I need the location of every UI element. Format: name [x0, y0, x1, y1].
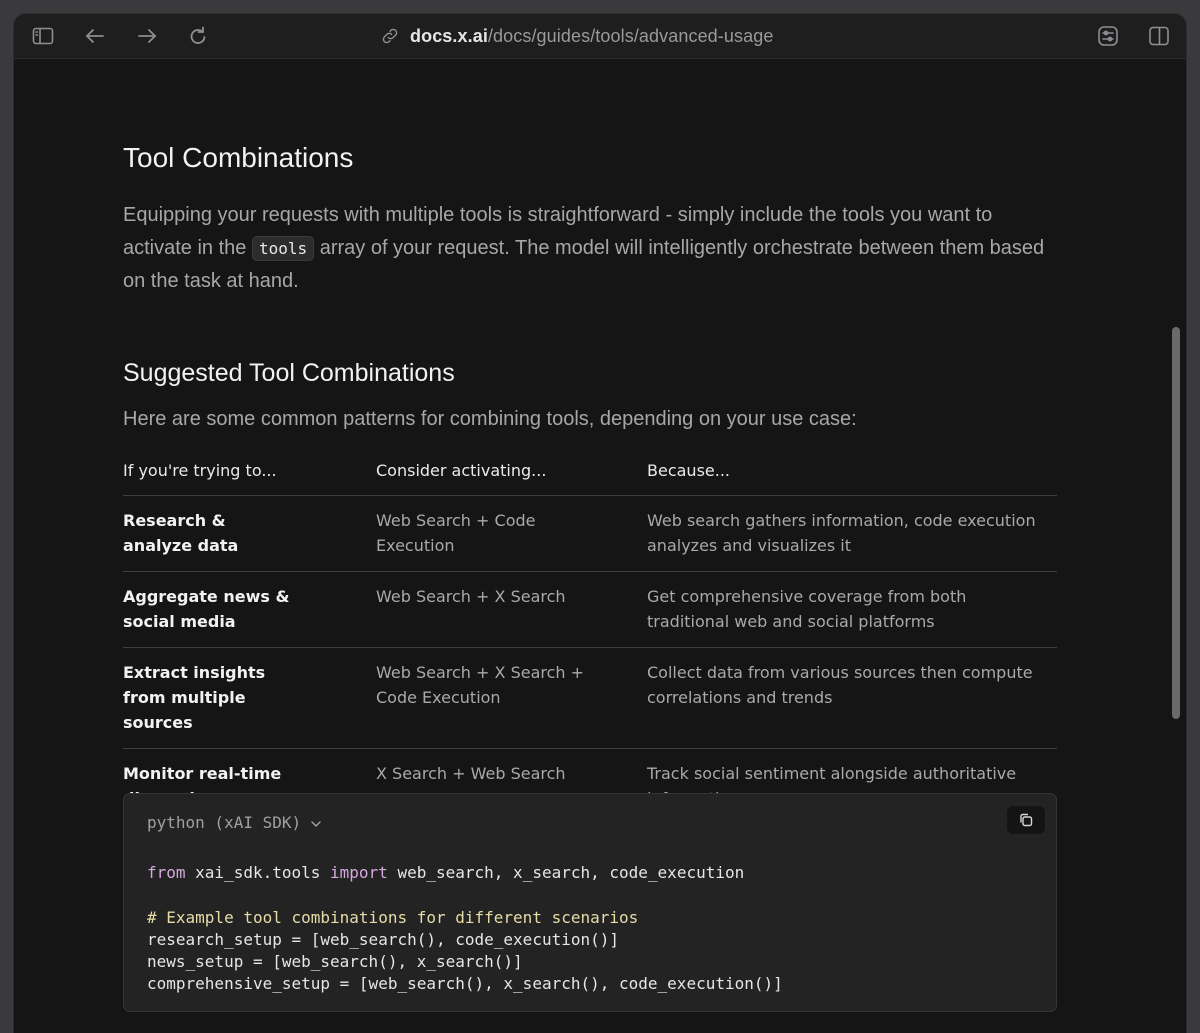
intro-text-end: array of your request. The model will intelligently orchestrate between them based on the task at hand.: [123, 237, 1045, 292]
code-content: [147, 862, 783, 996]
table-header-row: [123, 459, 1057, 496]
sidebar-icon[interactable]: [31, 24, 55, 48]
reason-text: Track social sentiment alongside authoritative: [647, 764, 1017, 783]
split-view-icon[interactable]: [1147, 24, 1171, 48]
copy-button[interactable]: [1007, 806, 1045, 834]
code-line: research_setup = [web_search(), code_execution()]: [147, 929, 620, 949]
copy-icon: [1018, 812, 1034, 828]
address-bar[interactable]: [380, 24, 773, 48]
extensions-icon[interactable]: [1096, 24, 1120, 48]
url-path: /docs/guides/tools/advanced-usage: [487, 25, 774, 46]
header-goal: If you're trying to...: [123, 459, 376, 496]
table-row: [123, 496, 1057, 572]
cell-tools: [376, 648, 647, 749]
code-imports: web_search, x_search, code_execution: [387, 863, 745, 882]
code-keyword-from: from: [147, 863, 186, 882]
cell-reason: [647, 572, 1057, 648]
tools-text: Web Search + Code Execution: [376, 511, 536, 555]
table-row: [123, 648, 1057, 749]
browser-window: [14, 14, 1186, 1033]
code-comment: # Example tool combinations for different scenarios: [147, 907, 639, 927]
reason-text: Web search gathers information, code execution analyzes and visualizes it: [647, 511, 1036, 555]
link-icon: [380, 26, 400, 46]
tool-combinations-table: [123, 459, 1057, 824]
reason-text: Get comprehensive coverage from both traditional web and social platforms: [647, 587, 967, 631]
language-label: python (xAI SDK): [147, 813, 302, 832]
url-domain: docs.x.ai: [410, 25, 488, 46]
cell-reason: [647, 648, 1057, 749]
inline-code-tools: tools: [252, 236, 314, 261]
cell-goal: [123, 572, 376, 648]
tools-text: X Search + Web Search: [376, 764, 566, 783]
cell-reason: [647, 496, 1057, 572]
header-tools: Consider activating...: [376, 459, 647, 496]
code-line: news_setup = [web_search(), x_search()]: [147, 952, 523, 972]
chevron-down-icon: [309, 816, 323, 830]
code-block: [123, 793, 1057, 1012]
code-line: comprehensive_setup = [web_search(), x_search(), code_execution()]: [147, 974, 783, 994]
page-content: [14, 59, 1186, 1033]
code-module: xai_sdk.tools: [185, 863, 331, 882]
scrollbar-thumb[interactable]: [1172, 327, 1180, 719]
tools-text: Web Search + X Search: [376, 587, 566, 606]
goal-text: Extract insights from multiple sources: [123, 663, 266, 732]
page-title: Tool Combinations: [123, 142, 354, 173]
intro-text-start: Equipping your requests with multiple tools is straightforward - simply include the tools you want to activate in the: [123, 204, 993, 259]
browser-toolbar: [14, 14, 1186, 59]
forward-arrow-icon[interactable]: [135, 24, 159, 48]
language-selector[interactable]: [147, 813, 323, 832]
section-subtitle: Here are some common patterns for combining tools, depending on your use case:: [123, 408, 857, 430]
cell-goal: [123, 648, 376, 749]
section-title: Suggested Tool Combinations: [123, 359, 455, 387]
cell-goal: [123, 496, 376, 572]
goal-text: Monitor real-time: [123, 764, 282, 783]
header-reason: Because...: [647, 459, 1057, 496]
goal-text: Research & analyze data: [123, 511, 239, 555]
reason-text: Collect data from various sources then compute correlations and trends: [647, 663, 1033, 707]
back-arrow-icon[interactable]: [83, 24, 107, 48]
table-row: [123, 572, 1057, 648]
tools-text: Web Search + X Search + Code Execution: [376, 663, 585, 707]
reload-icon[interactable]: [186, 24, 210, 48]
cell-tools: [376, 496, 647, 572]
intro-paragraph: [123, 199, 1058, 298]
code-keyword-import: import: [330, 863, 388, 882]
goal-text: Aggregate news & social media: [123, 587, 290, 631]
cell-tools: [376, 572, 647, 648]
